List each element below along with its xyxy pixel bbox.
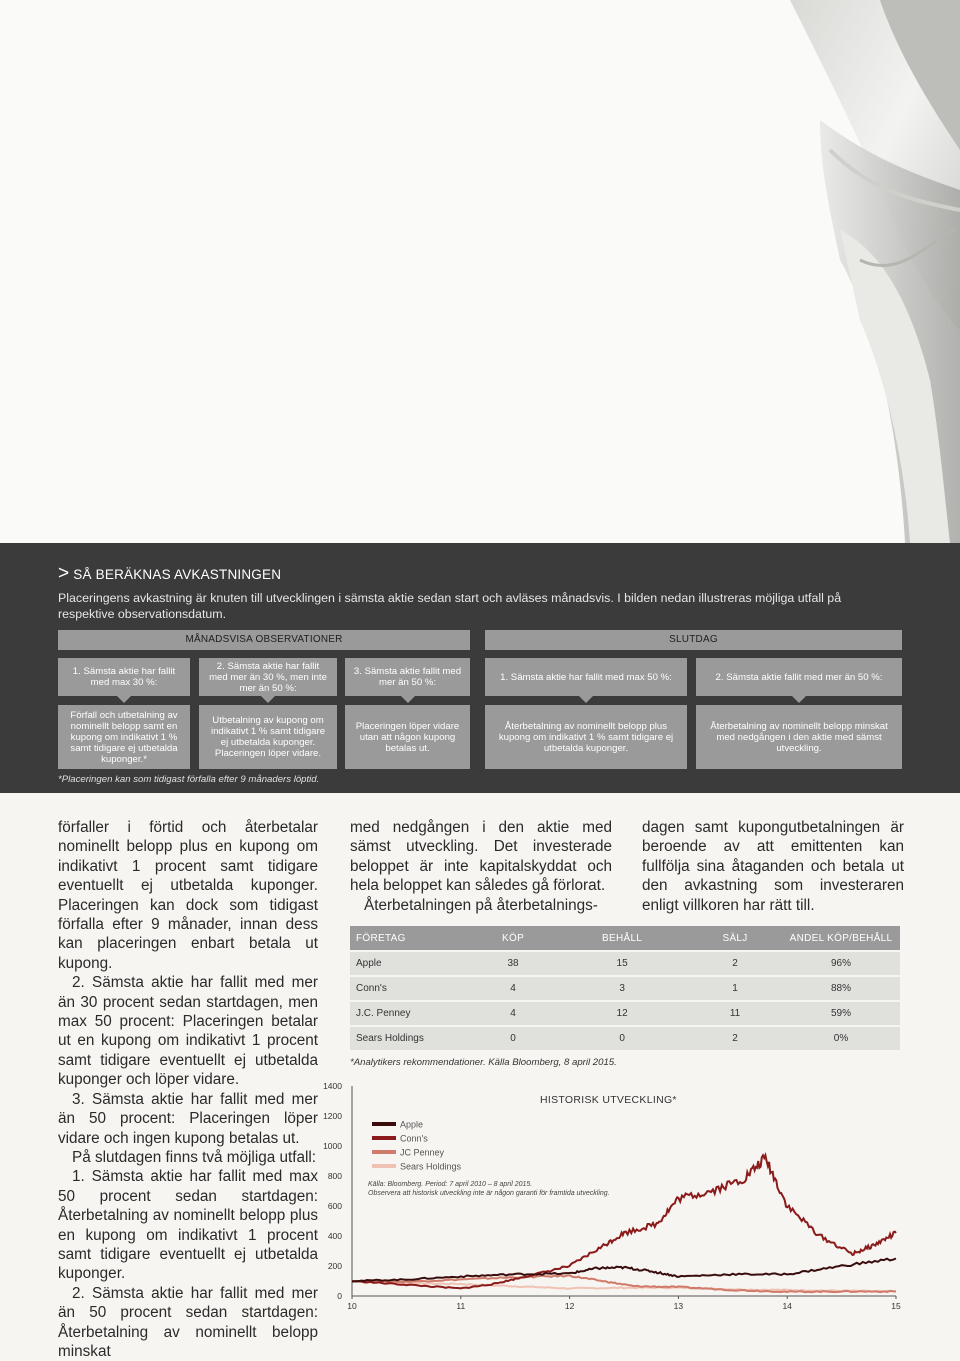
legend-label: Conn's <box>400 1133 428 1144</box>
x-tick-label: 10 <box>347 1301 357 1311</box>
hero-image <box>0 0 960 543</box>
final-case-2-outcome: Återbetalning av nominellt belopp minskat med nedgången i den aktie med sämst utveckling. <box>696 705 902 769</box>
table-cell: 4 <box>470 1001 556 1026</box>
paragraph: dagen samt kupongutbetalningen är beroende av att emittenten kan fullfölja sina åtaganden och betala ut den avkastning som investeraren enligt villkoren har rätt till. <box>642 819 904 914</box>
final-case-2-condition: 2. Sämsta aktie fallit med mer än 50 %: <box>696 658 902 696</box>
section-heading <box>58 563 281 585</box>
paragraph: 2. Sämsta aktie har fallit med mer än 50 procent sedan startdagen: Återbetalning av nominellt belopp minskat <box>58 1284 318 1360</box>
chart-title: HISTORISK UTVECKLING* <box>540 1094 677 1106</box>
paragraph: med nedgången i den aktie med sämst utveckling. Det investerade beloppet är inte kapitalskyddat och hela beloppet kan således gå förlorat. <box>350 819 612 895</box>
heading-text: SÅ BERÄKNAS AVKASTNINGEN <box>73 567 282 582</box>
y-tick-label: 0 <box>337 1291 342 1301</box>
body-column-2 <box>350 818 612 915</box>
table-row <box>350 1026 900 1051</box>
case-3-condition: 3. Sämsta aktie fallit med mer än 50 %: <box>345 658 470 696</box>
x-tick-label: 14 <box>782 1301 792 1311</box>
y-tick-label: 800 <box>327 1171 342 1181</box>
y-tick-label: 1200 <box>323 1111 342 1121</box>
table-cell: 0% <box>782 1026 900 1051</box>
table-cell: 59% <box>782 1001 900 1026</box>
table-header: KÖP <box>470 926 556 951</box>
chart-disclaimer: Observera att historisk utveckling inte är någon garanti för framtida utveckling. <box>368 1190 610 1197</box>
case-2-condition: 2. Sämsta aktie har fallit med mer än 30 %, men inte mer än 50 %: <box>199 658 337 696</box>
table-row <box>350 976 900 1001</box>
table-cell: 12 <box>556 1001 688 1026</box>
legend-label: Apple <box>400 1119 424 1130</box>
table-cell: 96% <box>782 951 900 976</box>
heading-marker: > <box>58 563 70 584</box>
y-tick-label: 600 <box>327 1201 342 1211</box>
case-1-outcome: Förfall och utbetalning av nominellt belopp samt en kupong om indikativt 1 % samt tidigare ej utbetalda kuponger.* <box>58 705 190 769</box>
y-tick-label: 400 <box>327 1231 342 1241</box>
body-column-3 <box>642 818 904 915</box>
section-footnote: *Placeringen kan som tidigast förfalla efter 9 månaders löptid. <box>58 774 320 785</box>
x-tick-label: 12 <box>564 1301 575 1311</box>
table-cell: 0 <box>470 1026 556 1051</box>
paragraph: 2. Sämsta aktie har fallit med mer än 30 procent sedan startdagen, men max 50 procent: Placeringen betalar ut en kupong om indikativt 1 procent samt tidigare eventuellt ej utbetalda kuponger och löper vidare. <box>58 974 318 1089</box>
table-row <box>350 1001 900 1026</box>
table-header: FÖRETAG <box>350 926 470 951</box>
body-column-1 <box>58 818 318 1361</box>
case-3-outcome: Placeringen löper vidare utan att någon kupong betalas ut. <box>345 705 470 769</box>
table-row <box>350 951 900 976</box>
table-cell: Conn's <box>350 976 470 1001</box>
analyst-recommendations-table <box>350 926 900 1052</box>
final-day-bar: SLUTDAG <box>485 630 902 650</box>
monthly-observations-bar: MÅNADSVISA OBSERVATIONER <box>58 630 470 650</box>
paragraph: På slutdagen finns två möjliga utfall: <box>72 1148 317 1166</box>
x-tick-label: 13 <box>673 1301 684 1311</box>
table-cell: 4 <box>470 976 556 1001</box>
table-cell: Sears Holdings <box>350 1026 470 1051</box>
statue-drapery-image <box>0 0 960 543</box>
y-tick-label: 200 <box>327 1261 342 1271</box>
table-header: SÄLJ <box>688 926 782 951</box>
table-note: *Analytikers rekommendationer. Källa Bloomberg, 8 april 2015. <box>350 1057 617 1068</box>
case-2-outcome: Utbetalning av kupong om indikativt 1 % samt tidigare ej utbetalda kuponger. Placeringen löper vidare. <box>199 705 337 769</box>
table-cell: 2 <box>688 1026 782 1051</box>
paragraph: 1. Sämsta aktie har fallit med max 50 procent sedan startdagen: Återbetalning av nominellt belopp plus en kupong om indikativt 1 procent samt tidigare eventuellt ej utbetalda kuponger. <box>58 1168 318 1283</box>
x-tick-label: 15 <box>891 1301 901 1311</box>
table-cell: Apple <box>350 951 470 976</box>
x-tick-label: 11 <box>456 1301 466 1311</box>
paragraph: förfaller i förtid och återbetalar nominellt belopp plus en kupong om indikativt 1 procent samt tidigare eventuellt ej utbetalda kuponger. Placeringen kan dock som tidigast förfalla efter 9 månader, innan dess kan placeringen enbart betala ut kupong. <box>58 819 318 972</box>
table-cell: 88% <box>782 976 900 1001</box>
table-cell: 15 <box>556 951 688 976</box>
table-cell: 0 <box>556 1026 688 1051</box>
chart-source: Källa: Bloomberg. Period: 7 april 2010 – 8 april 2015. <box>368 1181 533 1188</box>
historical-performance-chart <box>320 1080 930 1313</box>
table-cell: J.C. Penney <box>350 1001 470 1026</box>
y-tick-label: 1000 <box>323 1141 342 1151</box>
paragraph: Återbetalningen på återbetalnings- <box>364 896 598 914</box>
table-cell: 11 <box>688 1001 782 1026</box>
table-cell: 38 <box>470 951 556 976</box>
calculation-section <box>0 543 960 793</box>
table-cell: 2 <box>688 951 782 976</box>
section-intro: Placeringens avkastning är knuten till utvecklingen i sämsta aktie sedan start och avläses månadsvis. I bilden nedan illustreras möjliga utfall på respektive observationsdatum. <box>58 591 842 621</box>
table-header: ANDEL KÖP/BEHÅLL <box>782 926 900 951</box>
paragraph: 3. Sämsta aktie har fallit med mer än 50 procent: Placeringen löper vidare och ingen kupong betalas ut. <box>58 1090 318 1147</box>
series-line-apple <box>352 1259 896 1282</box>
table-header-row <box>350 926 900 951</box>
final-case-1-outcome: Återbetalning av nominellt belopp plus kupong om indikativt 1 % samt tidigare ej utbetalda kuponger. <box>485 705 687 769</box>
y-tick-label: 1400 <box>323 1081 342 1091</box>
table-cell: 3 <box>556 976 688 1001</box>
legend-label: Sears Holdings <box>400 1161 462 1172</box>
final-case-1-condition: 1. Sämsta aktie har fallit med max 50 %: <box>485 658 687 696</box>
table-header: BEHÅLL <box>556 926 688 951</box>
legend-label: JC Penney <box>400 1147 445 1158</box>
case-1-condition: 1. Sämsta aktie har fallit med max 30 %: <box>58 658 190 696</box>
table-cell: 1 <box>688 976 782 1001</box>
